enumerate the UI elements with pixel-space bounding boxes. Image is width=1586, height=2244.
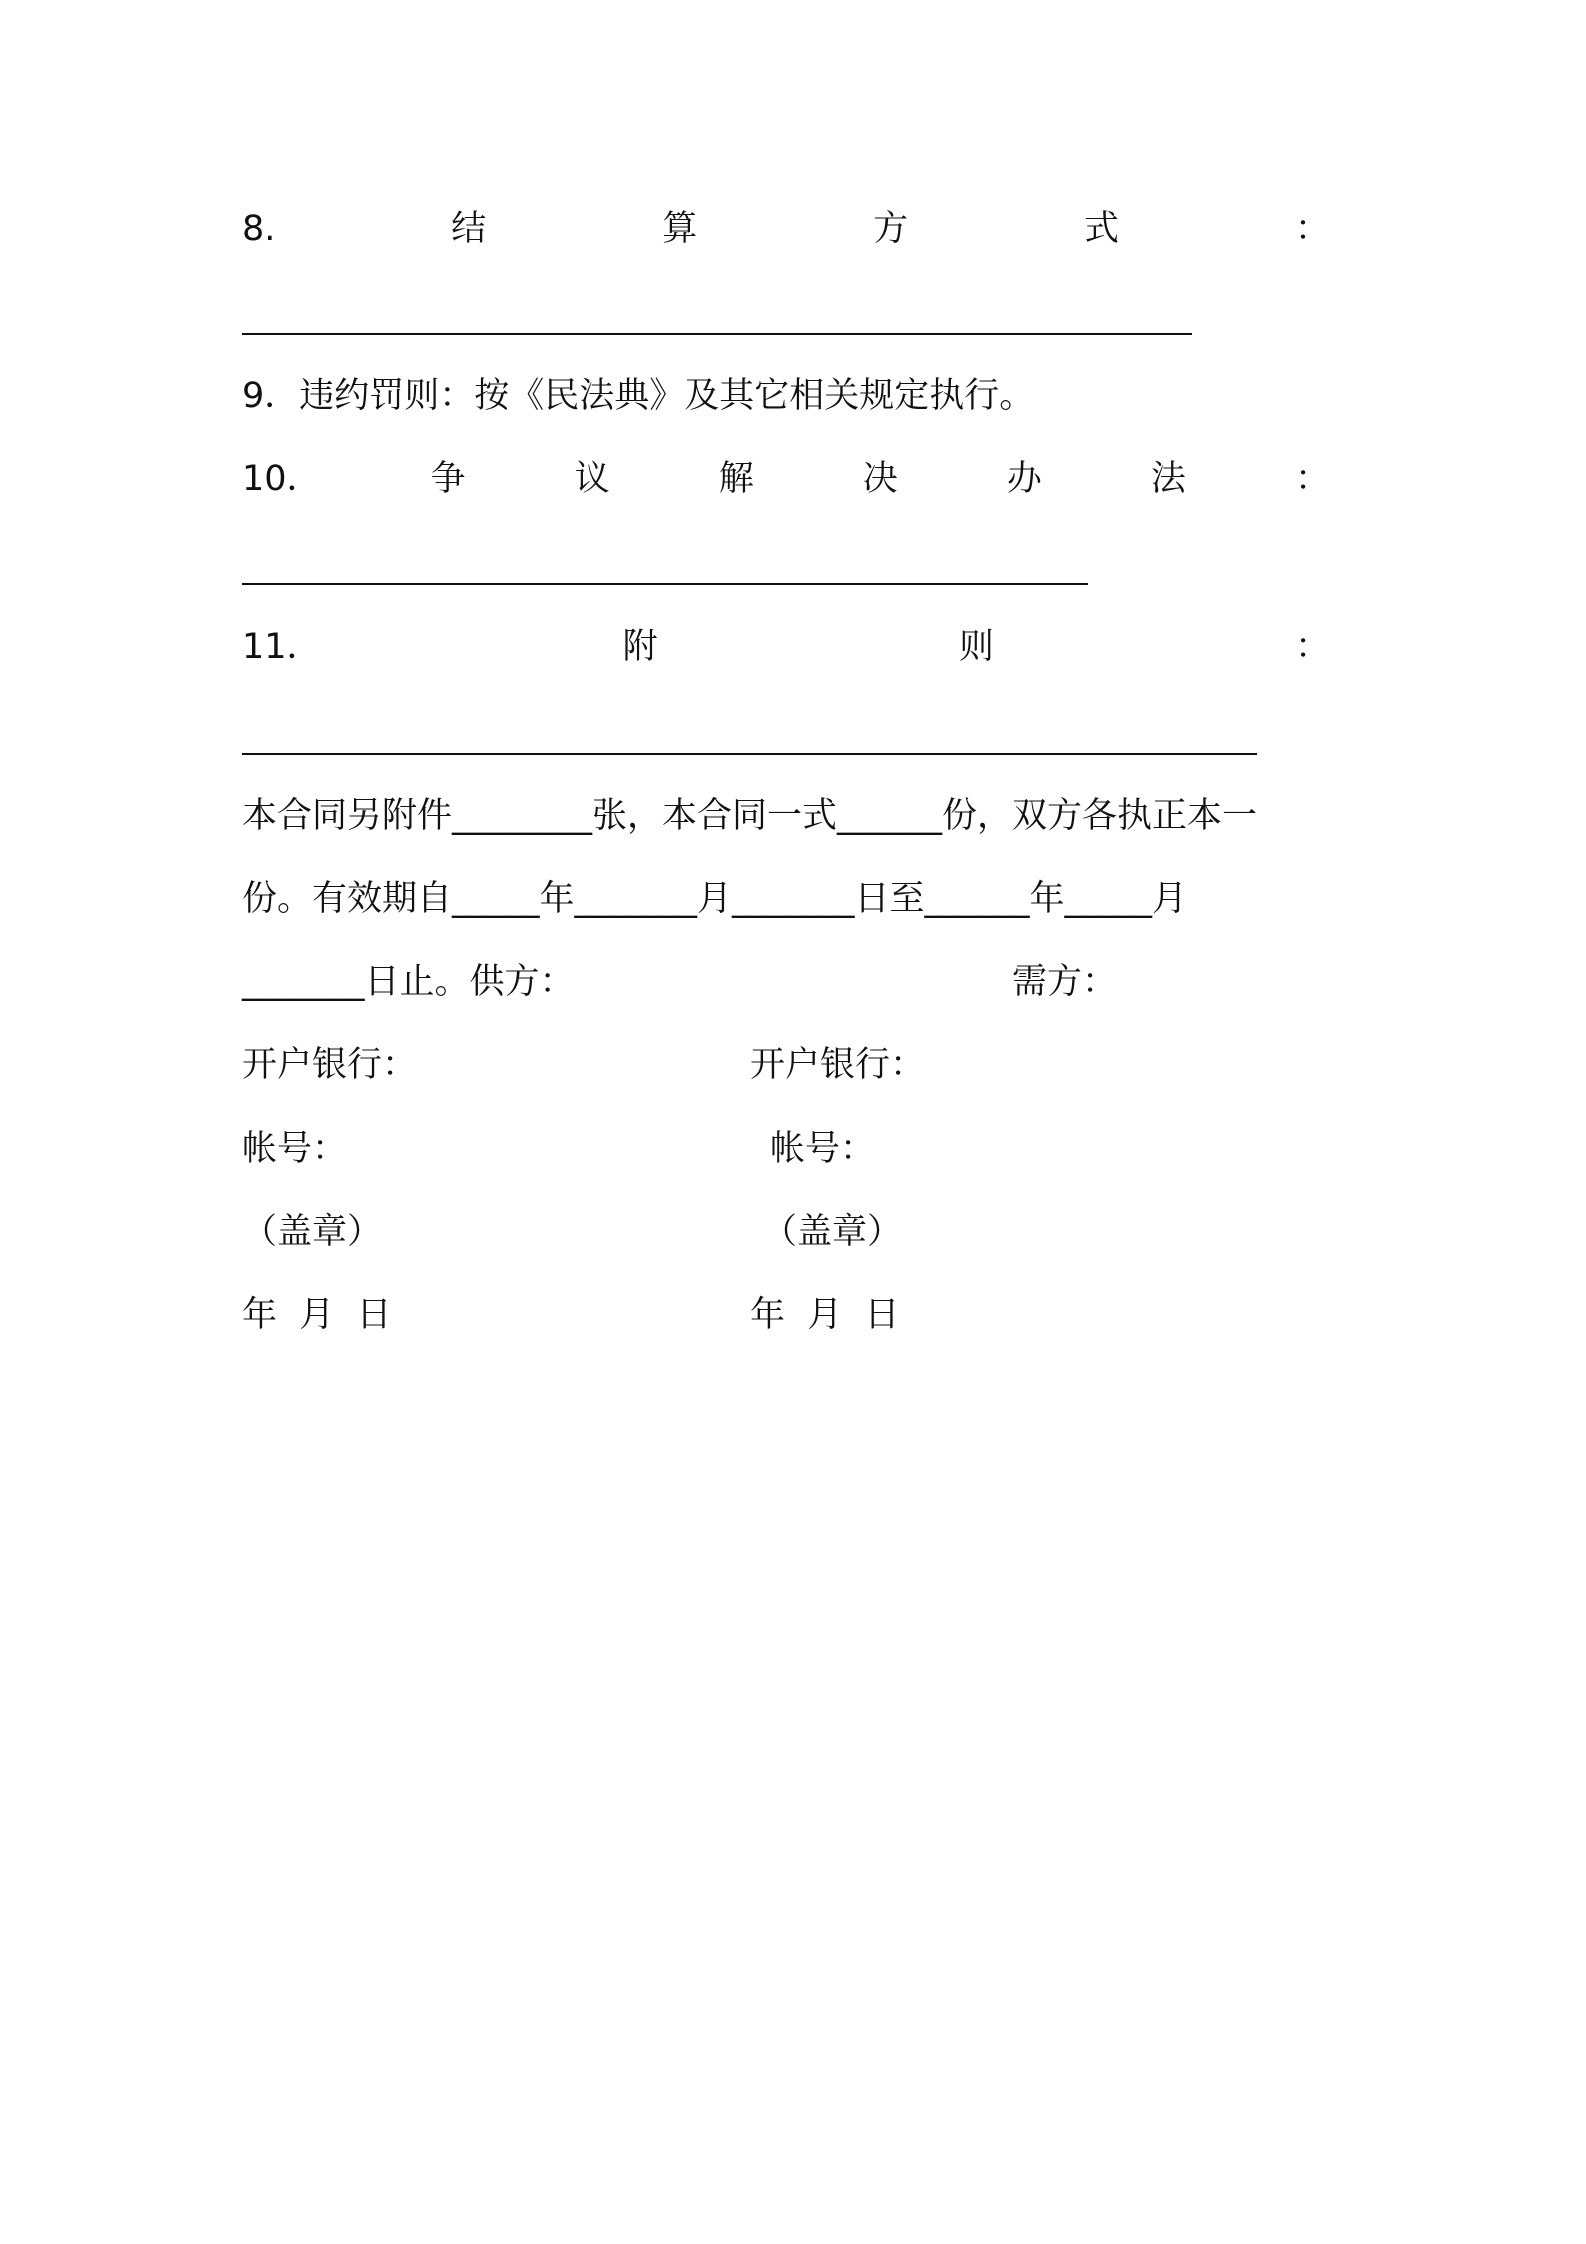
clause-11-blank-line[interactable]	[242, 753, 1257, 755]
clause-8-number: 8.	[242, 209, 276, 249]
clause-10-char: 决	[862, 459, 898, 499]
supplier-seal-label: （盖章）	[242, 1212, 383, 1252]
clause-8-char: 式	[1084, 209, 1120, 249]
closing-line-2: 份。有效期自_____年_______月_______日至______年_____月	[242, 879, 1188, 919]
clause-8-heading	[242, 207, 1330, 251]
supplier-bank-label: 开户银行：	[242, 1045, 418, 1085]
clause-8-char: 算	[662, 209, 698, 249]
clause-11-char: 则	[958, 627, 994, 667]
clause-11-heading	[242, 625, 1330, 669]
closing-line-3: _______日止。供方：	[242, 962, 575, 1002]
supplier-account-label: 帐号：	[242, 1129, 348, 1169]
clause-10-number: 10．	[242, 459, 322, 499]
clause-10-char: 法	[1150, 459, 1186, 499]
clause-10-char: 争	[430, 459, 466, 499]
clause-8-char: 方	[873, 209, 909, 249]
clause-10-char: 解	[718, 459, 754, 499]
clause-10-heading	[242, 457, 1330, 501]
clause-11-char: 附	[622, 627, 658, 667]
demand-party-label: 需方：	[1012, 962, 1118, 1002]
clause-11-colon: ：	[1294, 627, 1330, 667]
buyer-bank-label: 开户银行：	[750, 1045, 926, 1085]
buyer-seal-label: （盖章）	[762, 1212, 903, 1252]
clause-10-char: 办	[1006, 459, 1042, 499]
clause-8-colon: ：	[1294, 209, 1330, 249]
supplier-date-label: 年 月 日	[242, 1295, 392, 1335]
clause-10-char: 议	[574, 459, 610, 499]
clause-10-blank-line[interactable]	[242, 583, 1088, 585]
clause-10-colon: ：	[1294, 459, 1330, 499]
clause-8-char: 结	[451, 209, 487, 249]
closing-line-1: 本合同另附件________张，本合同一式______份，双方各执正本一	[242, 796, 1258, 836]
clause-8-blank-line[interactable]	[242, 333, 1192, 335]
clause-11-number: 11．	[242, 627, 322, 667]
buyer-account-label: 帐号：	[770, 1129, 876, 1169]
clause-9-penalty: 9．违约罚则：按《民法典》及其它相关规定执行。	[242, 376, 1035, 416]
buyer-date-label: 年 月 日	[750, 1295, 900, 1335]
